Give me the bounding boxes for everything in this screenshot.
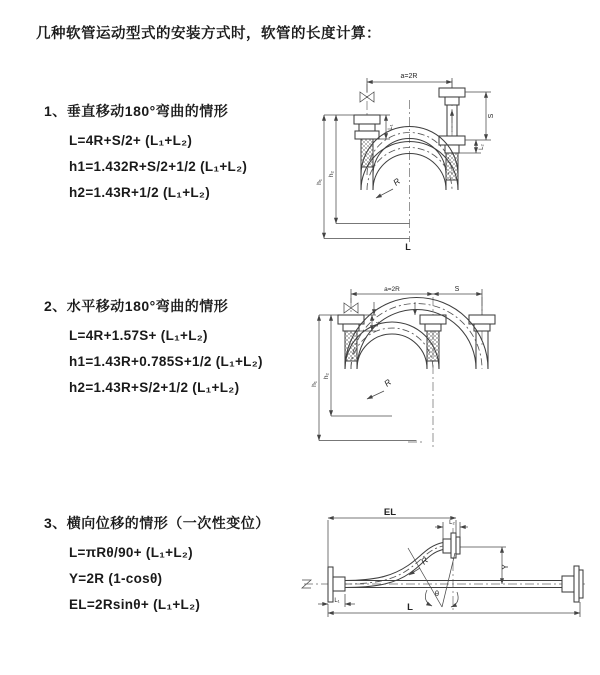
length-label: L <box>405 242 411 252</box>
formula-length: L=4R+S/2+ (L₁+L₂) <box>69 133 193 148</box>
formula-h1: h1=1.432R+S/2+1/2 (L₁+L₂) <box>69 159 248 174</box>
dim-label-y: Y <box>501 564 510 570</box>
radius-label: R <box>382 376 394 389</box>
formula-length: L=4R+1.57S+ (L₁+L₂) <box>69 328 208 343</box>
diagram-lateral-displacement <box>296 506 596 654</box>
diagram-horizontal-180-bend <box>311 284 571 462</box>
radius-label: R <box>418 554 430 567</box>
dim-label-l1: L₁ <box>374 321 380 327</box>
dim-label-h1: h₁ <box>316 179 323 185</box>
hose-assembly <box>328 533 583 602</box>
formula-h2: h2=1.43R+S/2+1/2 (L₁+L₂) <box>69 380 240 395</box>
dim-label-h2: h₂ <box>323 372 330 380</box>
section-horizontal-movement <box>44 296 263 395</box>
radius-label: R <box>391 175 403 188</box>
dim-label-h2: h₂ <box>328 170 335 178</box>
dim-label-l2: L₂ <box>479 144 485 150</box>
dim-label-el: EL <box>383 507 397 518</box>
formula-el: EL=2Rsinθ+ (L₁+L₂) <box>69 597 201 612</box>
diagram-vertical-180-bend <box>316 70 566 265</box>
formula-length: L=πRθ/90+ (L₁+L₂) <box>69 545 193 560</box>
section-vertical-movement <box>44 101 247 200</box>
valve-icon <box>360 92 374 102</box>
centerlines <box>367 80 452 242</box>
section-2-heading: 2、水平移动180°弯曲的情形 <box>44 298 229 314</box>
dim-label-s: S <box>488 113 495 119</box>
dim-label-a2r: a=2R <box>384 286 400 293</box>
page-title: 几种软管运动型式的安装方式时，软管的长度计算： <box>36 26 381 42</box>
dim-label-l1: L₁ <box>334 598 340 604</box>
hose-assembly <box>338 298 495 370</box>
formula-h2: h2=1.43R+1/2 (L₁+L₂) <box>69 185 211 200</box>
section-3-heading: 3、横向位移的情形（一次性变位） <box>44 515 270 531</box>
dim-label-h1: h₁ <box>311 381 318 387</box>
dimensions <box>316 73 495 252</box>
dim-label-s: S <box>454 286 460 293</box>
section-1-heading: 1、垂直移动180°弯曲的情形 <box>44 103 229 119</box>
dim-label-a2r: a=2R <box>400 73 418 80</box>
angle-label: θ <box>434 589 440 598</box>
formula-y: Y=2R (1-cosθ) <box>69 571 163 586</box>
centerlines <box>351 297 482 448</box>
dimensions <box>318 507 580 617</box>
dim-label-l2: L₂ <box>449 520 455 526</box>
formula-h1: h1=1.43R+0.785S+1/2 (L₁+L₂) <box>69 354 263 369</box>
dim-label-l1: L₁ <box>388 124 394 130</box>
section-lateral-displacement <box>44 513 270 612</box>
dim-label-l: L <box>407 602 413 613</box>
